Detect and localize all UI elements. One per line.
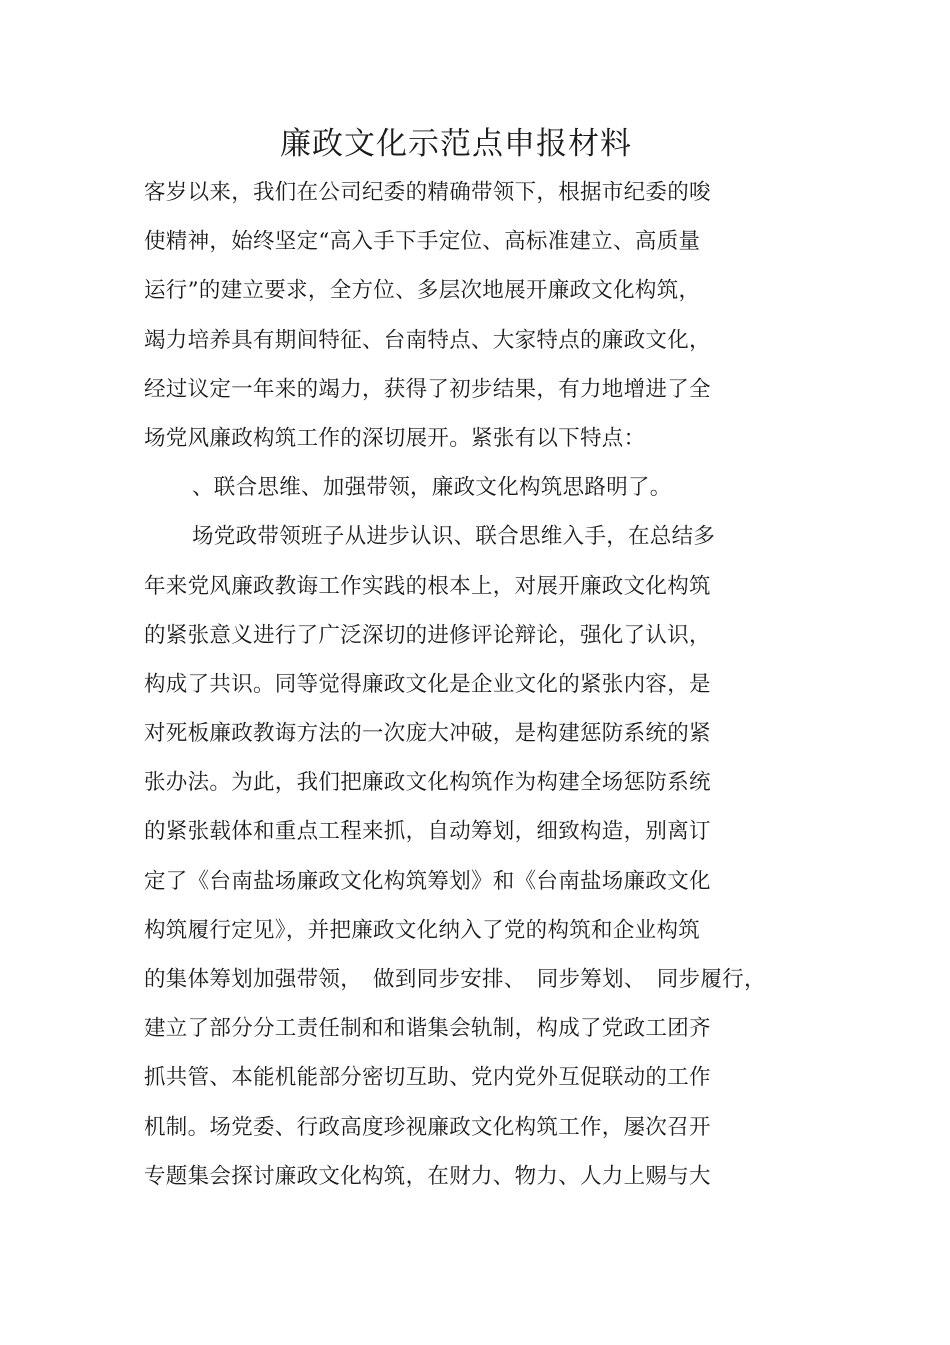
document-title: 廉政文化示范点申报材料 bbox=[280, 126, 632, 162]
body-line: 场党风廉政构筑工作的深切展开。紧张有以下特点： bbox=[144, 425, 646, 451]
body-line: 客岁以来，我们在公司纪委的精确带领下，根据市纪委的唆 bbox=[144, 180, 711, 205]
body-line: 张办法。为此，我们把廉政文化构筑作为构建全场惩防系统 bbox=[144, 770, 711, 796]
body-line: 定了《台南盐场廉政文化构筑筹划》和《台南盐场廉政文化 bbox=[144, 868, 711, 894]
body-line: 机制。场党委、行政高度珍视廉政文化构筑工作，屡次召开 bbox=[144, 1114, 711, 1140]
body-line: 的紧张载体和重点工程来抓，自动筹划，细致构造，别离订 bbox=[144, 819, 711, 845]
body-line: 的集体筹划加强带领， 做到同步安排、 同步筹划、 同步履行， bbox=[144, 967, 766, 992]
body-line: 经过议定一年来的竭力，获得了初步结果，有力地增进了全 bbox=[144, 376, 711, 402]
body-line: 使精神，始终坚定“高入手下手定位、高标准建立、高质量 bbox=[144, 229, 701, 255]
body-line: 竭力培养具有期间特征、台南特点、大家特点的廉政文化， bbox=[144, 327, 711, 353]
body-line: 、联合思维、加强带领，廉政文化构筑思路明了。 bbox=[192, 475, 672, 501]
body-line: 建立了部分分工责任制和和谐集会轨制，构成了党政工团齐 bbox=[144, 1016, 711, 1042]
body-line: 专题集会探讨廉政文化构筑，在财力、物力、人力上赐与大 bbox=[144, 1163, 711, 1189]
body-line: 构成了共识。同等觉得廉政文化是企业文化的紧张内容，是 bbox=[144, 671, 711, 697]
document-body bbox=[144, 168, 904, 1201]
body-line: 场党政带领班子从进步认识、联合思维入手，在总结多 bbox=[192, 524, 716, 550]
body-line: 构筑履行定见》，并把廉政文化纳入了党的构筑和企业构筑 bbox=[144, 917, 701, 943]
body-line: 对死板廉政教诲方法的一次庞大冲破，是构建惩防系统的紧 bbox=[144, 721, 711, 747]
body-line: 的紧张意义进行了广泛深切的进修评论辩论，强化了认识， bbox=[144, 622, 711, 648]
body-line: 运行”的建立要求，全方位、多层次地展开廉政文化构筑， bbox=[144, 278, 701, 304]
body-line: 抓共管、本能机能部分密切互助、党内党外互促联动的工作 bbox=[144, 1065, 711, 1091]
body-line: 年来党风廉政教诲工作实践的根本上，对展开廉政文化构筑 bbox=[144, 573, 711, 599]
